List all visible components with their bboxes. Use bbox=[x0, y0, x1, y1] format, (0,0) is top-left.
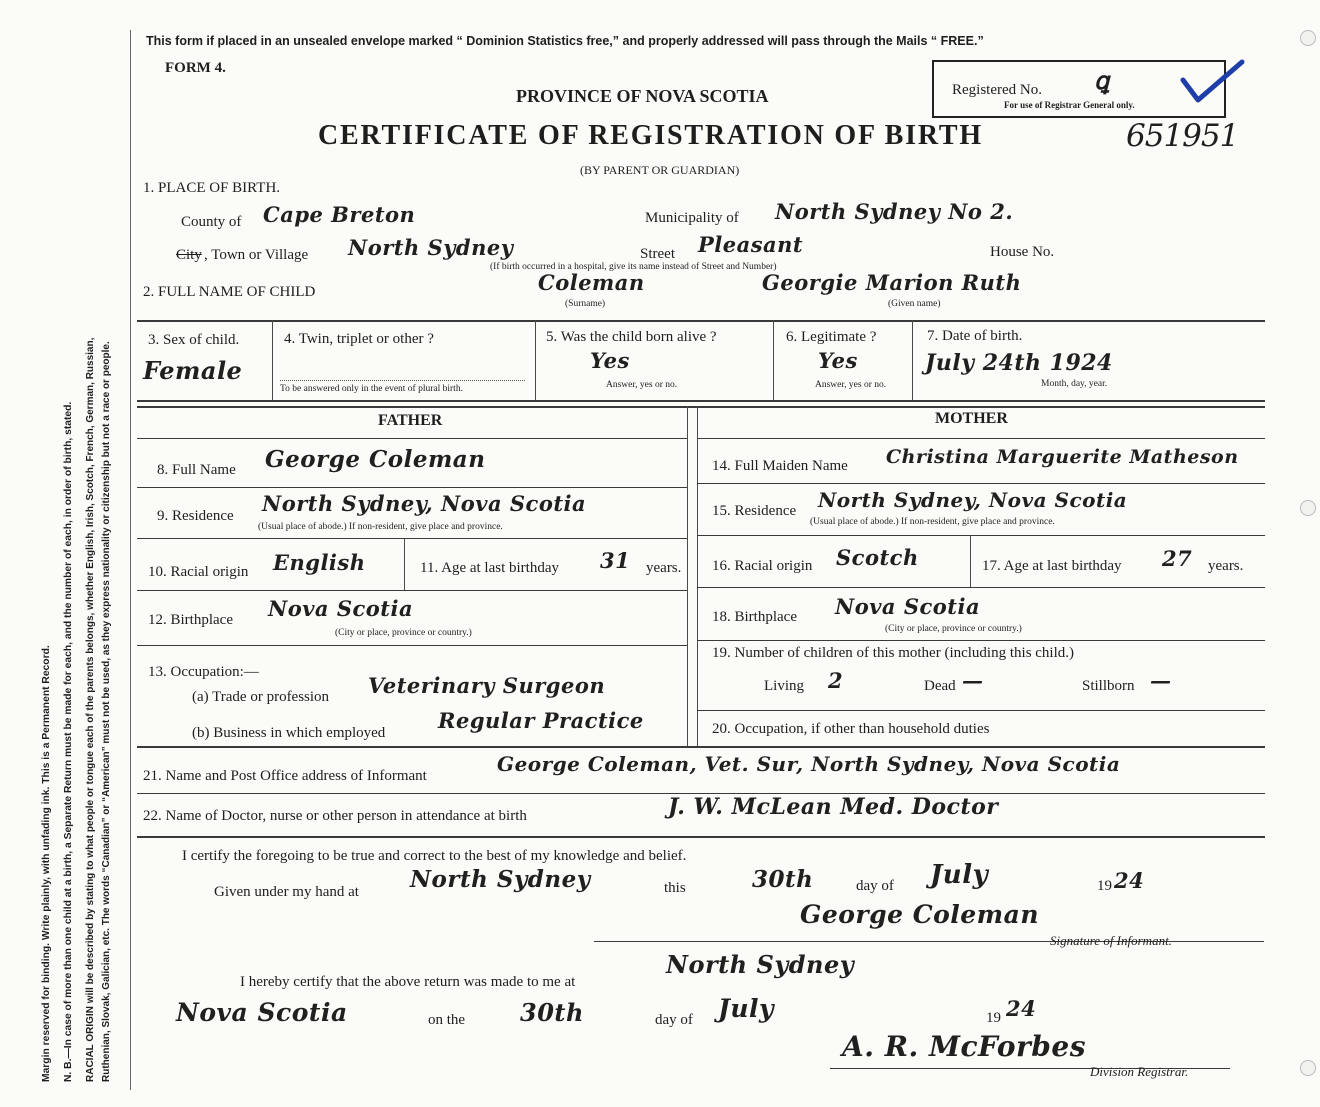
living-value: 2 bbox=[828, 668, 844, 693]
mother-row-rule-2 bbox=[697, 535, 1265, 536]
binding-hole-middle bbox=[1300, 500, 1316, 516]
mother-age-label: 17. Age at last birthday bbox=[982, 558, 1122, 574]
child-surname: Coleman bbox=[538, 270, 645, 295]
row-divider-1 bbox=[272, 320, 273, 400]
registered-label: Registered No. bbox=[952, 82, 1042, 98]
informant-rule-top bbox=[137, 746, 1265, 748]
check-mark-icon bbox=[1180, 58, 1250, 108]
doctor-label: 22. Name of Doctor, nurse or other person in attendance at birth bbox=[143, 808, 527, 824]
mother-row-rule-3 bbox=[697, 587, 1265, 588]
father-occupation-label: 13. Occupation:— bbox=[148, 664, 259, 680]
hospital-note: (If birth occurred in a hospital, give its name instead of Street and Number) bbox=[490, 262, 777, 272]
margin-line-4: Ruthenian, Slovak, Galician, etc. The words “Canadian” or “American” must not be used, as they express nationality or citizenship but not a race or people. bbox=[101, 341, 112, 1082]
dead-value: — bbox=[962, 668, 984, 693]
living-label: Living bbox=[764, 678, 804, 694]
registrar-month: July bbox=[718, 994, 775, 1023]
mother-occupation-label: 20. Occupation, if other than household duties bbox=[712, 721, 990, 737]
mother-racial-label: 16. Racial origin bbox=[712, 558, 813, 574]
document-subtitle: (BY PARENT OR GUARDIAN) bbox=[580, 163, 740, 177]
mother-heading-rule bbox=[697, 438, 1265, 439]
mother-children-label: 19. Number of children of this mother (including this child.) bbox=[712, 645, 1075, 661]
row-divider-2 bbox=[535, 320, 536, 400]
county-label: County of bbox=[181, 214, 242, 230]
mailing-notice: This form if placed in an unsealed envelope marked “ Dominion Statistics free,” and properly addressed will pass through the Mails “ FREE.” bbox=[146, 34, 984, 48]
town-label: , Town or Village bbox=[204, 247, 309, 263]
father-age-label: 11. Age at last birthday bbox=[420, 560, 559, 576]
alive-label: 5. Was the child born alive ? bbox=[546, 329, 717, 345]
registrar-statement: I hereby certify that the above return was made to me at bbox=[240, 974, 576, 990]
father-birthplace: Nova Scotia bbox=[268, 596, 414, 621]
row-divider-3 bbox=[773, 320, 774, 400]
house-label: House No. bbox=[990, 244, 1055, 260]
mother-birthplace-note: (City or place, province or country.) bbox=[885, 624, 1022, 634]
row-rule-top bbox=[137, 320, 1265, 322]
stamp-number: 651951 bbox=[1126, 118, 1239, 154]
sex-label: 3. Sex of child. bbox=[148, 332, 240, 348]
mother-birthplace-label: 18. Birthplace bbox=[712, 609, 797, 625]
father-heading-rule bbox=[137, 438, 687, 439]
municipality-label: Municipality of bbox=[645, 210, 739, 226]
father-name-label: 8. Full Name bbox=[157, 462, 236, 478]
given-month: July bbox=[930, 860, 989, 890]
registration-scribble: ꝗ bbox=[1094, 66, 1110, 95]
alive-value: Yes bbox=[590, 348, 630, 373]
margin-rule bbox=[130, 30, 131, 1090]
mother-row-rule-5 bbox=[697, 710, 1265, 711]
doctor-rule-bottom bbox=[137, 836, 1265, 838]
stillborn-label: Stillborn bbox=[1082, 678, 1135, 694]
mother-racial-divider bbox=[970, 535, 971, 587]
alive-note: Answer, yes or no. bbox=[606, 380, 678, 390]
place-section-label: 1. PLACE OF BIRTH. bbox=[143, 180, 281, 196]
father-racial: English bbox=[273, 550, 366, 575]
binding-hole-top bbox=[1300, 30, 1316, 46]
margin-line-2: N. B.—In case of more than one child at a birth, a Separate Return must be made for each, and the number of each, in order of birth, stated. bbox=[63, 401, 74, 1082]
dob-note: Month, day, year. bbox=[1041, 379, 1108, 389]
father-trade-label: (a) Trade or profession bbox=[192, 689, 330, 705]
year-suffix: 24 bbox=[1114, 868, 1145, 893]
on-the-label: on the bbox=[428, 1012, 466, 1028]
father-row-rule-2 bbox=[137, 538, 687, 539]
mother-birthplace: Nova Scotia bbox=[835, 594, 981, 619]
signature-label: Signature of Informant. bbox=[1050, 933, 1172, 948]
municipality-value: North Sydney No 2. bbox=[775, 199, 1014, 224]
father-row-rule-1 bbox=[137, 487, 687, 488]
dead-label: Dead bbox=[924, 678, 956, 694]
father-racial-divider bbox=[404, 538, 405, 590]
dob-value: July 24th 1924 bbox=[925, 350, 1113, 376]
given-place: North Sydney bbox=[410, 866, 591, 893]
province-heading: PROVINCE OF NOVA SCOTIA bbox=[516, 86, 769, 106]
dob-label: 7. Date of birth. bbox=[927, 328, 1023, 344]
father-trade: Veterinary Surgeon bbox=[368, 673, 606, 698]
registrar-signature: A. R. McForbes bbox=[842, 1030, 1086, 1063]
row-rule-bottom bbox=[137, 400, 1265, 402]
father-name: George Coleman bbox=[265, 446, 486, 473]
father-row-rule-4 bbox=[137, 645, 687, 646]
town-value: North Sydney bbox=[348, 235, 514, 260]
legitimate-label: 6. Legitimate ? bbox=[786, 329, 877, 345]
father-business-label: (b) Business in which employed bbox=[192, 725, 386, 741]
father-heading: FATHER bbox=[378, 412, 443, 429]
legitimate-note: Answer, yes or no. bbox=[815, 380, 887, 390]
twin-label: 4. Twin, triplet or other ? bbox=[284, 331, 434, 347]
sex-value: Female bbox=[143, 356, 243, 385]
mother-racial: Scotch bbox=[836, 545, 919, 570]
city-label: City bbox=[176, 247, 202, 263]
mother-years: years. bbox=[1208, 558, 1244, 574]
father-residence-note: (Usual place of abode.) If non-resident, give place and province. bbox=[258, 522, 503, 532]
doctor-value: J. W. McLean Med. Doctor bbox=[668, 794, 999, 820]
registrar-title: Division Registrar. bbox=[1090, 1064, 1189, 1079]
father-years: years. bbox=[646, 560, 682, 576]
surname-note: (Surname) bbox=[565, 299, 606, 309]
year-prefix: 19 bbox=[1097, 878, 1112, 894]
given-day: 30th bbox=[752, 866, 814, 893]
parents-center-rule-a bbox=[687, 406, 688, 746]
row-divider-4 bbox=[912, 320, 913, 400]
margin-line-1: Margin reserved for binding. Write plainly, with unfading ink. This is a Permanent Record. bbox=[41, 645, 52, 1082]
mother-heading: MOTHER bbox=[935, 410, 1008, 427]
father-residence-label: 9. Residence bbox=[157, 508, 234, 524]
margin-line-3: RACIAL ORIGIN will be described by stating to what people or tongue each of the parents belongs, whether English, Irish, Scotch, French, German, Russian, bbox=[85, 337, 96, 1082]
father-residence: North Sydney, Nova Scotia bbox=[262, 491, 587, 516]
parents-center-rule-b bbox=[697, 406, 698, 746]
mother-residence-label: 15. Residence bbox=[712, 503, 797, 519]
county-value: Cape Breton bbox=[263, 202, 416, 227]
informant-value: George Coleman, Vet. Sur, North Sydney, Nova Scotia bbox=[497, 752, 1121, 776]
mother-name-label: 14. Full Maiden Name bbox=[712, 458, 848, 474]
child-name-label: 2. FULL NAME OF CHILD bbox=[143, 284, 316, 300]
mother-row-rule-4 bbox=[697, 640, 1265, 641]
twin-line bbox=[280, 380, 525, 381]
child-given-names: Georgie Marion Ruth bbox=[762, 270, 1022, 295]
this-label: this bbox=[664, 880, 686, 896]
father-business: Regular Practice bbox=[438, 708, 644, 733]
informant-label: 21. Name and Post Office address of Informant bbox=[143, 768, 427, 784]
registrar-year-prefix: 19 bbox=[986, 1010, 1001, 1026]
mother-residence-note: (Usual place of abode.) If non-resident, give place and province. bbox=[810, 517, 1055, 527]
mother-age: 27 bbox=[1162, 546, 1193, 571]
father-age: 31 bbox=[600, 548, 631, 573]
form-number: FORM 4. bbox=[165, 60, 226, 76]
father-birthplace-label: 12. Birthplace bbox=[148, 612, 233, 628]
street-label: Street bbox=[640, 246, 675, 262]
registrar-year-suffix: 24 bbox=[1006, 996, 1037, 1021]
document-title: CERTIFICATE OF REGISTRATION OF BIRTH bbox=[318, 120, 983, 151]
mother-residence: North Sydney, Nova Scotia bbox=[818, 488, 1128, 512]
registrar-day: 30th bbox=[520, 998, 584, 1027]
mother-name: Christina Marguerite Matheson bbox=[886, 446, 1239, 468]
twin-note: To be answered only in the event of plural birth. bbox=[280, 384, 463, 394]
father-racial-label: 10. Racial origin bbox=[148, 564, 249, 580]
given-label: Given under my hand at bbox=[214, 884, 359, 900]
street-value: Pleasant bbox=[698, 232, 804, 257]
mother-row-rule-1 bbox=[697, 483, 1265, 484]
registrar-place-line2: Nova Scotia bbox=[176, 998, 348, 1027]
registrar-place: North Sydney bbox=[666, 950, 855, 979]
registrar-day-of-label: day of bbox=[655, 1012, 693, 1028]
day-of-label: day of bbox=[856, 878, 894, 894]
binding-hole-bottom bbox=[1300, 1060, 1316, 1076]
informant-signature: George Coleman bbox=[800, 900, 1039, 929]
father-row-rule-3 bbox=[137, 590, 687, 591]
legitimate-value: Yes bbox=[818, 348, 858, 373]
registrar-note: For use of Registrar General only. bbox=[1004, 100, 1135, 110]
stillborn-value: — bbox=[1150, 668, 1172, 693]
father-birthplace-note: (City or place, province or country.) bbox=[335, 628, 472, 638]
certify-statement: I certify the foregoing to be true and correct to the best of my knowledge and belief. bbox=[182, 848, 687, 864]
given-name-note: (Given name) bbox=[888, 299, 941, 309]
parents-rule-top bbox=[137, 406, 1265, 408]
